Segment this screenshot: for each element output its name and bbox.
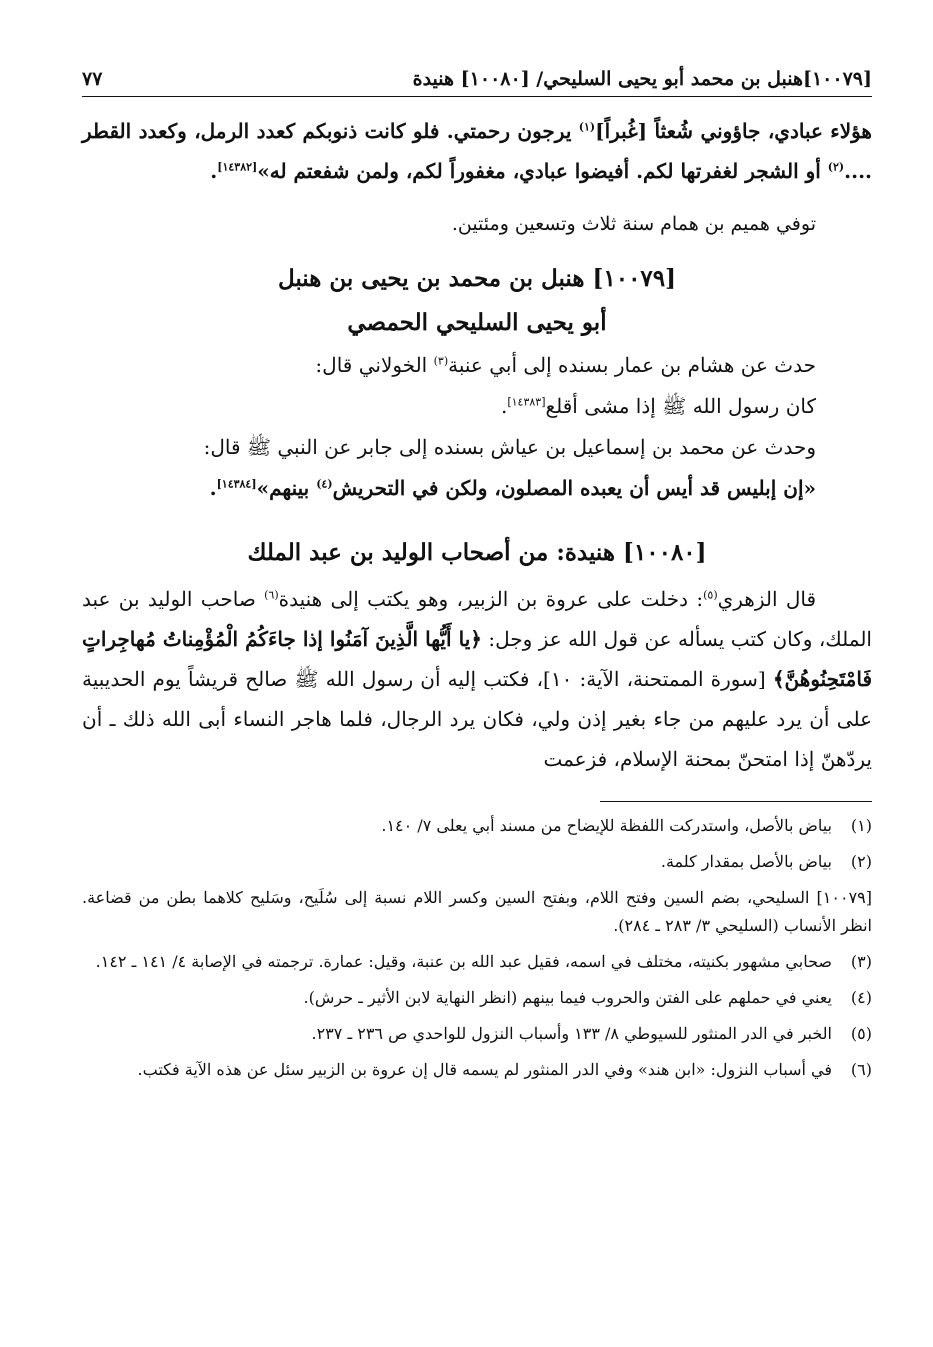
intro-end: . bbox=[210, 159, 218, 183]
footnote-marker-5[interactable]: (٥) bbox=[703, 588, 718, 602]
narrative-text-3: صاحب الوليد بن عبد الملك، وكان كتب يسأله عن قول الله عز وجل: bbox=[82, 587, 872, 651]
entry-10080-body bbox=[82, 579, 872, 779]
narration-line-4 bbox=[82, 468, 816, 509]
narration-line-2 bbox=[82, 386, 816, 427]
footnote-marker-4[interactable]: (٤) bbox=[316, 477, 333, 491]
quran-verse: ﴿يا أَيُّها الَّذِينَ آمَنُوا إذا جاءَكُمُ الْمُؤْمِناتُ مُهاجِراتٍ فَامْتَحِنُوهُنَّ﴾ bbox=[82, 627, 872, 691]
narration-line-3: وحدث عن محمد بن إسماعيل بن عياش بسنده إلى جابر عن النبي ﷺ قال: bbox=[203, 435, 816, 459]
hadith-text-end: بينهم» bbox=[256, 476, 317, 500]
intro-hadith-continuation bbox=[82, 111, 872, 191]
footnotes bbox=[82, 812, 872, 1084]
hadith-ref-14382: [١٤٣٨٢] bbox=[217, 160, 258, 174]
footnote-4 bbox=[82, 984, 872, 1012]
footnote-5 bbox=[82, 1020, 872, 1048]
footnote-1 bbox=[82, 812, 872, 840]
header-title: [١٠٠٧٩]هنبل بن محمد أبو يحيى السليحي/ [١٠٠٨٠] هنيدة bbox=[412, 68, 872, 90]
footnote-divider bbox=[600, 801, 872, 802]
footnote-text: صحابي مشهور بكنيته، مختلف في اسمه، فقيل عبد الله بن عنبة، وقيل: عمارة. ترجمته في الإصابة ٤/ ١٤١ ـ ١٤٢. bbox=[95, 952, 832, 971]
entry-title-10080: [١٠٠٨٠] هنيدة: من أصحاب الوليد بن عبد الملك bbox=[247, 539, 707, 566]
entry-title-10079-line2: أبو يحيى السليحي الحمصي bbox=[347, 309, 607, 336]
footnote-number: (٤) bbox=[850, 988, 872, 1007]
hadith-ref-14383: [١٤٣٨٣] bbox=[507, 395, 546, 409]
footnote-marker-2[interactable]: (٢) bbox=[827, 160, 845, 174]
narrative-text-4: [سورة الممتحنة، الآية: ١٠]، فكتب إليه أن رسول الله ﷺ صالح قريشاً يوم الحديبية على أن يرد عليهم من جاء بغير إذن ولي، فكان يرد الرجال، فلما هاجر النساء أبى الله ذلك ـ أن يردّهنّ إذا امتحنّ بمحنة الإسلام، فزعمت bbox=[82, 667, 872, 771]
footnote-marker-6[interactable]: (٦) bbox=[264, 588, 279, 602]
footnote-text: يعني في حملهم على الفتن والحروب فيما بينهم (انظر النهاية لابن الأثير ـ حرش). bbox=[303, 988, 832, 1007]
hadith-text: «إن إبليس قد أيس أن يعبده المصلون، ولكن في التحريش bbox=[332, 476, 816, 500]
intro-text-1: هؤلاء عبادي، جاؤوني شُعثاً [غُبراً] bbox=[595, 119, 872, 143]
footnote-number: (٢) bbox=[850, 852, 872, 871]
entry-10079-body bbox=[82, 345, 872, 509]
page-number: ٧٧ bbox=[82, 68, 103, 90]
death-note: توفي هميم بن همام سنة ثلاث وتسعين ومئتين. bbox=[451, 213, 816, 235]
intro-text-3: أو الشجر لغفرتها لكم. أفيضوا عبادي، مغفوراً لكم، ولمن شفعتم له» bbox=[257, 159, 828, 183]
hadith-dot: . bbox=[209, 476, 217, 500]
narration-text-1: حدث عن هشام بن عمار بسنده إلى أبي عنبة bbox=[448, 353, 816, 377]
footnote-text: بياض بالأصل، واستدركت اللفظة للإيضاح من مسند أبي يعلى ٧/ ١٤٠. bbox=[381, 816, 832, 835]
narration-text-1-end: الخولاني قال: bbox=[315, 353, 434, 377]
footnote-number: (٥) bbox=[850, 1024, 872, 1043]
zuhri-text: قال الزهري bbox=[717, 587, 817, 611]
narration-text-2-end: . bbox=[500, 394, 508, 418]
footnote-text: في أسباب النزول: «ابن هند» وفي الدر المنثور لم يسمه قال إن عروة بن الزبير سئل عن هذه الآية فكتب. bbox=[137, 1060, 832, 1079]
footnote-entry-10079: [١٠٠٧٩] السليحي، بضم السين وفتح اللام، وبفتح السين وكسر اللام نسبة إلى سُلَيح، وسَليح كلاهما بطن من قضاعة. انظر الأنساب (السليحي ٣/ ٢٨٣ ـ ٢٨٤). bbox=[82, 888, 872, 935]
narration-line-1 bbox=[82, 345, 816, 386]
footnote-number: (٦) bbox=[850, 1060, 872, 1079]
intro-text-2: يرجون رحمتي. فلو كانت ذنوبكم كعدد الرمل، وكعدد القطر .... bbox=[82, 119, 872, 183]
book-page bbox=[82, 62, 872, 1312]
narration-text-2: كان رسول الله ﷺ إذا مشى أقلع bbox=[545, 394, 816, 418]
entry-title-10079-line1: [١٠٠٧٩] هنبل بن محمد بن يحيى بن هنبل bbox=[277, 265, 677, 292]
footnote-number: (٣) bbox=[850, 952, 872, 971]
footnote-6 bbox=[82, 1056, 872, 1084]
running-header bbox=[82, 62, 872, 97]
footnote-2 bbox=[82, 848, 872, 876]
hadith-ref-14384: [١٤٣٨٤] bbox=[216, 477, 257, 491]
footnote-3 bbox=[82, 948, 872, 976]
footnote-number: (١) bbox=[850, 816, 872, 835]
footnote-marker-1[interactable]: (١) bbox=[578, 120, 596, 134]
footnote-text: بياض بالأصل بمقدار كلمة. bbox=[660, 852, 832, 871]
footnote-marker-3[interactable]: (٣) bbox=[433, 354, 449, 368]
footnote-text: الخبر في الدر المنثور للسيوطي ٨/ ١٣٣ وأسباب النزول للواحدي ص ٢٣٦ ـ ٢٣٧. bbox=[311, 1024, 832, 1043]
narrative-text-2: : دخلت على عروة بن الزبير، وهو يكتب إلى هنيدة bbox=[278, 587, 704, 611]
